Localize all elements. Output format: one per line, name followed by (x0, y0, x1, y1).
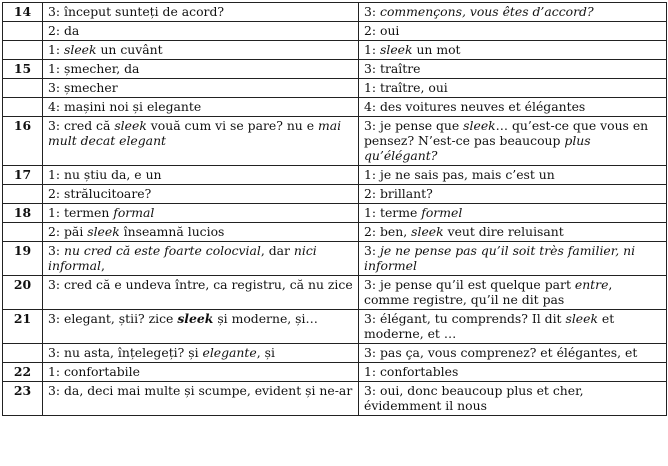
italic-segment: sleek (463, 118, 496, 133)
turn-number-cell (3, 223, 43, 242)
french-translation-cell (359, 185, 667, 204)
italic-segment: nu cred că este foarte colocvial (64, 243, 261, 258)
romanian-text-cell (43, 22, 359, 41)
turn-number-cell: 19 (3, 242, 43, 276)
italic-segment: sleek (114, 118, 147, 133)
table-row (3, 60, 667, 79)
table-row (3, 363, 667, 382)
romanian-text-cell (43, 344, 359, 363)
table-row (3, 79, 667, 98)
text-segment: … qu’est-ce que vous en pensez? N’est-ce pas beaucoup (364, 118, 649, 148)
text-segment: 1: (364, 42, 380, 57)
turn-number-cell (3, 185, 43, 204)
text-segment: 1: nu știu da, e un (48, 167, 162, 182)
table-row (3, 344, 667, 363)
text-segment: 3: élégant, tu comprends? Il dit (364, 311, 566, 326)
italic-segment: sleek (411, 224, 444, 239)
text-segment: un cuvânt (96, 42, 163, 57)
table-row (3, 3, 667, 22)
romanian-text-cell (43, 3, 359, 22)
romanian-text-cell (43, 310, 359, 344)
text-segment: 4: mașini noi și elegante (48, 99, 202, 114)
text-segment: 2: oui (364, 23, 400, 38)
text-segment: 1: șmecher, da (48, 61, 140, 76)
italic-segment: plus qu’élégant? (364, 133, 591, 163)
table-row (3, 185, 667, 204)
french-translation-cell (359, 242, 667, 276)
romanian-text-cell (43, 223, 359, 242)
text-segment: 3: da, deci mai multe și scumpe, evident și ne-ar (48, 383, 353, 398)
transcript-table-body (3, 3, 667, 416)
romanian-text-cell (43, 79, 359, 98)
text-segment: 3: (364, 4, 380, 19)
italic-segment: sleek (87, 224, 120, 239)
turn-number-cell (3, 22, 43, 41)
table-row (3, 22, 667, 41)
text-segment: 1: (48, 42, 64, 57)
romanian-text-cell (43, 117, 359, 166)
romanian-text-cell (43, 204, 359, 223)
romanian-text-cell (43, 185, 359, 204)
turn-number-cell: 23 (3, 382, 43, 416)
romanian-text-cell (43, 363, 359, 382)
turn-number-cell (3, 344, 43, 363)
table-row (3, 223, 667, 242)
french-translation-cell (359, 204, 667, 223)
french-translation-cell (359, 310, 667, 344)
text-segment: un mot (412, 42, 461, 57)
table-row (3, 276, 667, 310)
italic-segment: sleek (64, 42, 97, 57)
text-segment: 3: oui, donc beaucoup plus et cher, évidemment il nous (364, 383, 584, 413)
text-segment: 1: confortables (364, 364, 459, 379)
text-segment: 3: nu asta, înțelegeți? și (48, 345, 203, 360)
french-translation-cell (359, 22, 667, 41)
turn-number-cell: 15 (3, 60, 43, 79)
french-translation-cell (359, 117, 667, 166)
text-segment: 3: je pense que (364, 118, 464, 133)
text-segment: 1: terme (364, 205, 422, 220)
romanian-text-cell (43, 41, 359, 60)
romanian-text-cell (43, 166, 359, 185)
turn-number-cell: 22 (3, 363, 43, 382)
table-row (3, 242, 667, 276)
romanian-text-cell (43, 276, 359, 310)
french-translation-cell (359, 363, 667, 382)
italic-segment: sleek (565, 311, 598, 326)
french-translation-cell (359, 3, 667, 22)
italic-segment: sleek (380, 42, 413, 57)
french-translation-cell (359, 276, 667, 310)
italic-segment: nici informal (48, 243, 317, 273)
table-row (3, 204, 667, 223)
french-translation-cell (359, 60, 667, 79)
text-segment: veut dire reluisant (443, 224, 564, 239)
table-row (3, 382, 667, 416)
text-segment: 3: cred că (48, 118, 115, 133)
bold-italic-term: sleek (177, 311, 214, 326)
text-segment: 3: (48, 243, 64, 258)
text-segment: 3: je pense qu’il est quelque part (364, 277, 575, 292)
table-row (3, 166, 667, 185)
french-translation-cell (359, 344, 667, 363)
french-translation-cell (359, 166, 667, 185)
italic-segment: commençons, vous êtes d’accord? (380, 4, 594, 19)
text-segment: , comme registre, qu’il ne dit pas (364, 277, 613, 307)
romanian-text-cell (43, 98, 359, 117)
text-segment: 1: je ne sais pas, mais c’est un (364, 167, 555, 182)
text-segment: , și (256, 345, 275, 360)
romanian-text-cell (43, 382, 359, 416)
french-translation-cell (359, 382, 667, 416)
text-segment: 2: strălucitoare? (48, 186, 152, 201)
turn-number-cell (3, 41, 43, 60)
turn-number-cell: 18 (3, 204, 43, 223)
french-translation-cell (359, 98, 667, 117)
italic-segment: mai mult decat elegant (48, 118, 342, 148)
text-segment: , (101, 258, 105, 273)
italic-segment: elegante (202, 345, 257, 360)
text-segment: 3: pas ça, vous comprenez? et élégantes, et (364, 345, 638, 360)
text-segment: , dar (260, 243, 294, 258)
text-segment: 2: ben, (364, 224, 412, 239)
text-segment: et moderne, et … (364, 311, 615, 341)
text-segment: 1: traître, oui (364, 80, 448, 95)
text-segment: vouă cum vi se pare? nu e (146, 118, 318, 133)
turn-number-cell: 17 (3, 166, 43, 185)
turn-number-cell: 14 (3, 3, 43, 22)
italic-segment: formal (113, 205, 155, 220)
romanian-text-cell (43, 60, 359, 79)
text-segment: 4: des voitures neuves et élégantes (364, 99, 586, 114)
text-segment: înseamnă lucios (119, 224, 225, 239)
romanian-text-cell (43, 242, 359, 276)
french-translation-cell (359, 41, 667, 60)
table-row (3, 310, 667, 344)
french-translation-cell (359, 79, 667, 98)
text-segment: 3: început sunteți de acord? (48, 4, 225, 19)
text-segment: 2: da (48, 23, 80, 38)
text-segment: 3: traître (364, 61, 421, 76)
turn-number-cell: 20 (3, 276, 43, 310)
text-segment: 1: termen (48, 205, 114, 220)
text-segment: 3: (364, 243, 380, 258)
turn-number-cell: 21 (3, 310, 43, 344)
text-segment: 3: cred că e undeva între, ca registru, că nu zice (48, 277, 353, 292)
turn-number-cell (3, 79, 43, 98)
french-translation-cell (359, 223, 667, 242)
italic-segment: entre (574, 277, 609, 292)
transcript-table (2, 2, 667, 416)
turn-number-cell: 16 (3, 117, 43, 166)
table-row (3, 98, 667, 117)
text-segment: și moderne, și… (213, 311, 318, 326)
turn-number-cell (3, 98, 43, 117)
text-segment: 3: șmecher (48, 80, 118, 95)
text-segment: 2: păi (48, 224, 88, 239)
table-row (3, 117, 667, 166)
text-segment: 1: confortabile (48, 364, 140, 379)
table-row (3, 41, 667, 60)
italic-segment: je ne pense pas qu’il soit très familier, ni informel (364, 243, 636, 273)
text-segment: 3: elegant, știi? zice (48, 311, 178, 326)
italic-segment: formel (421, 205, 463, 220)
text-segment: 2: brillant? (364, 186, 433, 201)
